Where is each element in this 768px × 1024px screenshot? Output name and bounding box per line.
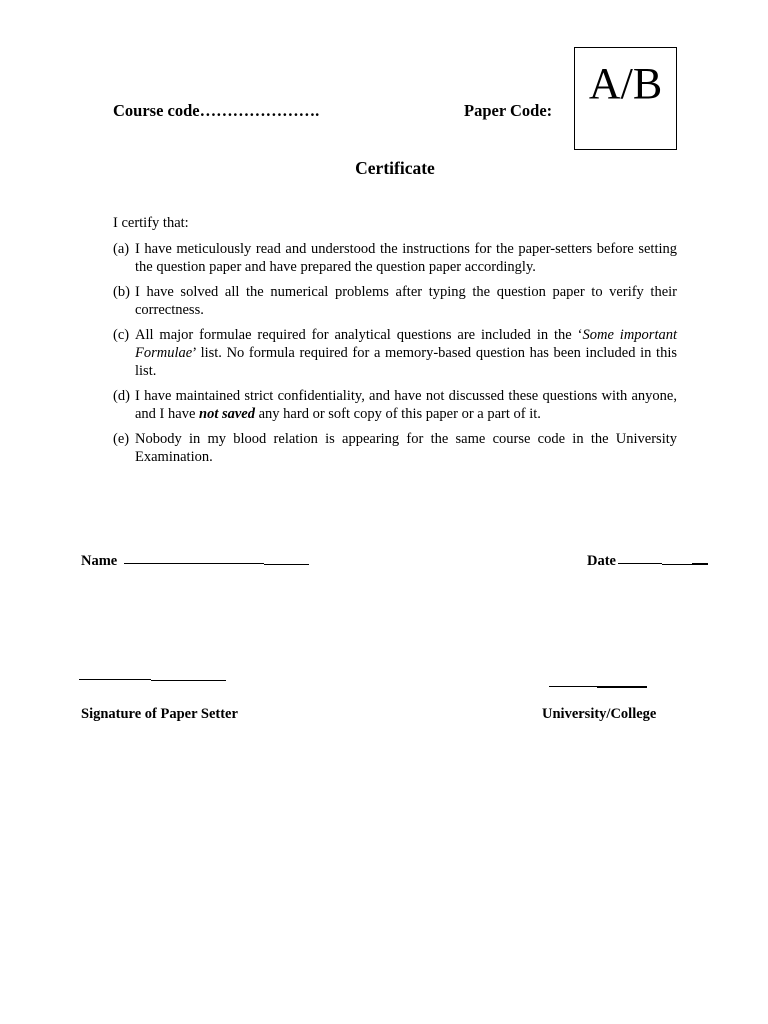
list-item-strong-emphasis: not saved <box>199 406 255 422</box>
paper-code-label: Paper Code: <box>464 101 553 120</box>
name-line <box>124 563 264 564</box>
course-code-label: Course code…………………. <box>113 101 320 120</box>
page-title: Certificate <box>355 158 435 178</box>
list-item-text: ’ list. No formula required for a memory-based question has been included in this list. <box>135 345 677 379</box>
date-line-extension <box>662 564 692 565</box>
list-item <box>113 326 677 380</box>
date-line <box>618 563 662 564</box>
list-item-emphasis: Some important Formulae <box>135 327 677 361</box>
list-item-text: I have meticulously read and understood the instructions for the paper-setters before setting the question paper and have prepared the question paper accordingly. <box>135 241 677 275</box>
university-label: University/College <box>542 706 657 722</box>
list-item-text: I have maintained strict confidentiality, and have not discussed these questions with anyone, and I have <box>135 388 677 422</box>
list-item-text: I have solved all the numerical problems after typing the question paper to verify their correctness. <box>135 284 677 318</box>
list-item <box>113 387 677 423</box>
name-line-extension <box>264 564 309 565</box>
certification-list <box>113 240 677 473</box>
list-item-text: Nobody in my blood relation is appearing for the same course code in the University Examination. <box>135 431 677 465</box>
signature-line-extension <box>151 680 226 681</box>
list-item-marker: (a) <box>113 241 130 257</box>
signature-label: Signature of Paper Setter <box>81 706 238 722</box>
list-item <box>113 240 677 276</box>
signature-line <box>79 679 151 680</box>
date-label: Date <box>587 553 616 569</box>
paper-code-value: A/B <box>588 59 663 108</box>
date-line-end <box>692 563 708 565</box>
list-item-text: any hard or soft copy of this paper or a part of it. <box>255 406 541 422</box>
list-item-text: All major formulae required for analytical questions are included in the ‘ <box>135 327 583 343</box>
list-item <box>113 430 677 466</box>
paper-code-box <box>574 47 677 150</box>
list-item <box>113 283 677 319</box>
university-line <box>549 686 597 687</box>
list-item-marker: (d) <box>113 388 130 404</box>
name-label: Name <box>81 553 118 569</box>
certify-intro: I certify that: <box>113 215 189 231</box>
university-line-extension <box>597 686 647 688</box>
list-item-marker: (e) <box>113 431 130 447</box>
list-item-marker: (c) <box>113 327 130 343</box>
list-item-marker: (b) <box>113 284 130 300</box>
